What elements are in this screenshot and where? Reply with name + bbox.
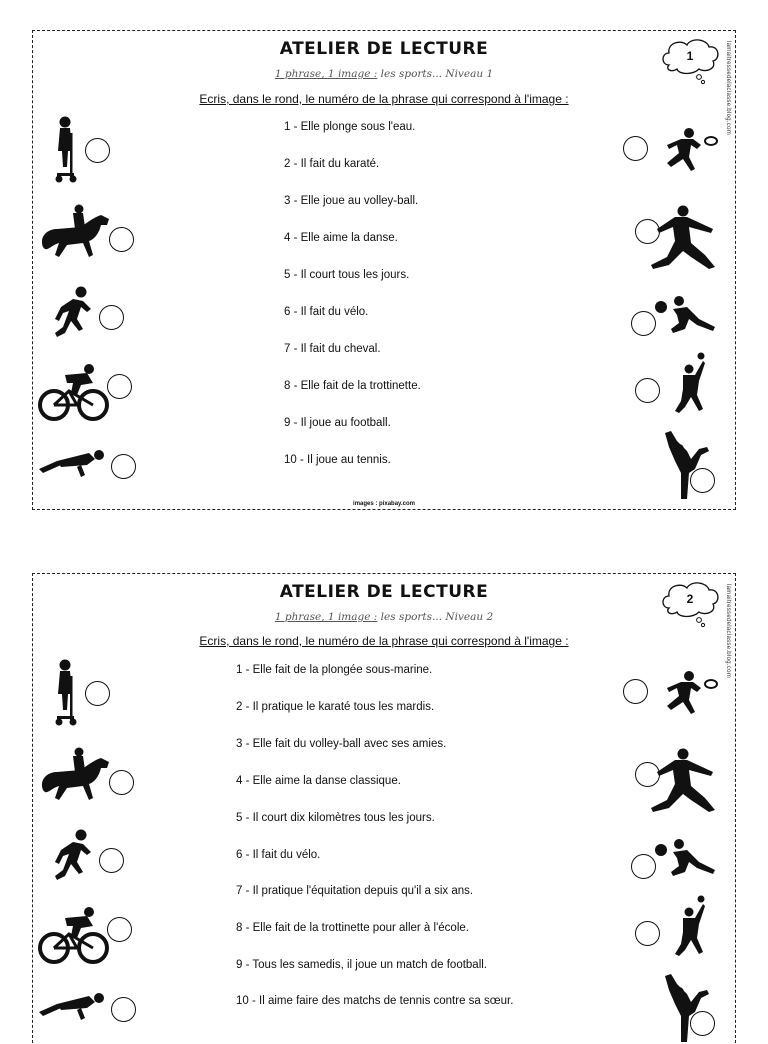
sentence-5: 5 - Il court dix kilomètres tous les jours.: [236, 812, 435, 824]
sentence-2: 2 - Il pratique le karaté tous les mardis.: [236, 701, 435, 713]
side-credit: lamaitressedelaclasse.blog.com: [725, 584, 731, 679]
answer-circle[interactable]: [99, 848, 124, 873]
side-credit: lamaitressedelaclasse.blog.com: [725, 41, 731, 136]
sentence-7: 7 - Il pratique l'équitation depuis qu'il a six ans.: [236, 885, 474, 897]
diver-icon: [37, 986, 109, 1026]
sentence-1: 1 - Elle plonge sous l'eau.: [284, 121, 416, 133]
answer-circle[interactable]: [85, 681, 110, 706]
answer-circle[interactable]: [99, 305, 124, 330]
answer-circle[interactable]: [109, 227, 134, 252]
horse-rider-icon: [37, 203, 113, 263]
subtitle-prefix: 1 phrase, 1 image :: [274, 68, 378, 80]
volleyball-player-icon: [667, 351, 713, 419]
worksheet-level-2: [32, 573, 736, 1043]
volleyball-player-icon: [667, 894, 713, 962]
answer-circle[interactable]: [623, 136, 648, 161]
cyclist-icon: [37, 361, 111, 423]
sentence-7: 7 - Il fait du cheval.: [284, 343, 381, 355]
sentence-5: 5 - Il court tous les jours.: [284, 269, 410, 281]
football-player-icon: [653, 836, 719, 882]
sentence-9: 9 - Il joue au football.: [284, 417, 391, 429]
answer-circle[interactable]: [635, 378, 660, 403]
answer-circle[interactable]: [635, 921, 660, 946]
instruction: [33, 634, 735, 648]
answer-circle[interactable]: [107, 374, 132, 399]
answer-circle[interactable]: [623, 679, 648, 704]
sentence-3: 3 - Elle joue au volley-ball.: [284, 195, 419, 207]
subtitle-prefix: 1 phrase, 1 image :: [274, 611, 378, 623]
answer-circle[interactable]: [107, 917, 132, 942]
diver-icon: [37, 443, 109, 483]
sentence-1: 1 - Elle fait de la plongée sous-marine.: [236, 664, 433, 676]
sentence-10: 10 - Il aime faire des matchs de tennis contre sa sœur.: [236, 995, 514, 1007]
football-player-icon: [653, 293, 719, 339]
answer-circle[interactable]: [111, 454, 136, 479]
cyclist-icon: [37, 904, 111, 966]
answer-circle[interactable]: [111, 997, 136, 1022]
sentence-8: 8 - Elle fait de la trottinette pour aller à l'école.: [236, 922, 469, 934]
karate-icon: [649, 205, 721, 273]
worksheet-title: ATELIER DE LECTURE: [279, 39, 489, 59]
runner-icon: [43, 285, 99, 349]
sentence-9: 9 - Tous les samedis, il joue un match de football.: [236, 959, 488, 971]
worksheet-subtitle: [33, 611, 735, 623]
worksheet-number: 1: [686, 49, 694, 63]
scooter-girl-icon: [51, 658, 81, 728]
sentence-8: 8 - Elle fait de la trottinette.: [284, 380, 421, 392]
answer-circle[interactable]: [690, 468, 715, 493]
worksheet-number: 2: [686, 592, 694, 606]
horse-rider-icon: [37, 746, 113, 806]
sentence-4: 4 - Elle aime la danse classique.: [236, 775, 401, 787]
image-credit: images : pixabay.com: [353, 501, 415, 507]
worksheet-title: ATELIER DE LECTURE: [279, 582, 489, 602]
worksheet-subtitle: [33, 68, 735, 80]
sentence-3: 3 - Elle fait du volley-ball avec ses amies.: [236, 738, 447, 750]
scooter-girl-icon: [51, 115, 81, 185]
instruction-text: Ecris, dans le rond, le numéro de la phrase qui correspond à l'image :: [199, 92, 569, 106]
sentence-4: 4 - Elle aime la danse.: [284, 232, 398, 244]
karate-icon: [649, 748, 721, 816]
instruction: [33, 92, 735, 106]
tennis-player-icon: [651, 127, 721, 175]
sentence-10: 10 - Il joue au tennis.: [284, 454, 391, 466]
answer-circle[interactable]: [85, 138, 110, 163]
subtitle-rest: les sports... Niveau 1: [377, 68, 494, 80]
sentence-6: 6 - Il fait du vélo.: [284, 306, 369, 318]
runner-icon: [43, 828, 99, 892]
subtitle-rest: les sports... Niveau 2: [377, 611, 494, 623]
instruction-text: Ecris, dans le rond, le numéro de la phrase qui correspond à l'image :: [199, 634, 569, 648]
tennis-player-icon: [651, 670, 721, 718]
answer-circle[interactable]: [109, 770, 134, 795]
worksheet-level-1: [32, 30, 736, 510]
sentence-2: 2 - Il fait du karaté.: [284, 158, 380, 170]
sentence-6: 6 - Il fait du vélo.: [236, 849, 321, 861]
